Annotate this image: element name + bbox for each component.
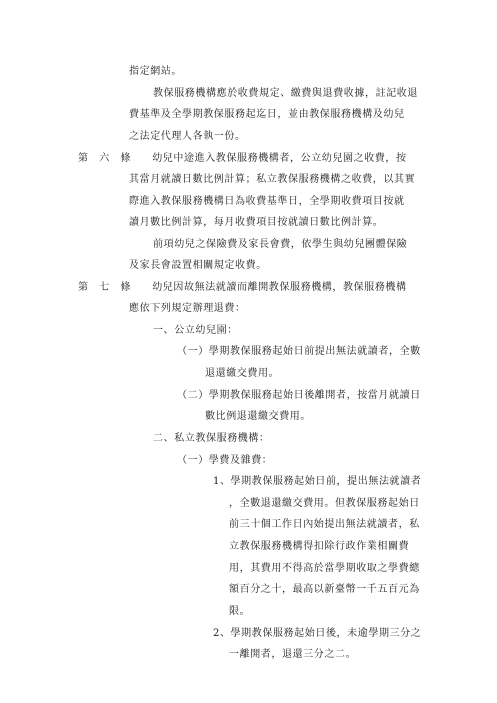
text-line: 限。 bbox=[229, 606, 251, 617]
text-line: （一）學期教保服務起始日前提出無法就讀者，全數 bbox=[177, 346, 421, 357]
text-line: 數比例退還繳交費用。 bbox=[205, 411, 311, 422]
text-line: 退還繳交費用。 bbox=[205, 368, 280, 379]
text-line: 一離開者，退還三分之二。 bbox=[229, 649, 357, 660]
text-line: 2、學期教保服務起始日後，未逾學期三分之 bbox=[213, 628, 422, 639]
section-heading: 一、公立幼兒園： bbox=[153, 325, 238, 336]
text-line: 際進入教保服務機構日為收費基準日，全學期收費項目按就 bbox=[129, 196, 405, 207]
text-line: 指定網站。 bbox=[129, 66, 182, 77]
text-line: 前項幼兒之保險費及家長會費，依學生與幼兒團體保險 bbox=[153, 239, 408, 250]
text-line: ，全數退還繳交費用。但教保服務起始日 bbox=[229, 498, 420, 509]
text-line: （一）學費及雜費： bbox=[177, 455, 273, 466]
text-line: （二）學期教保服務起始日後離開者，按當月就讀日 bbox=[177, 390, 421, 401]
text-line: 及家長會設置相關規定收費。 bbox=[129, 260, 267, 271]
text-line: 用，其費用不得高於當學期收取之學費總 bbox=[229, 563, 420, 574]
text-line: 1、學期教保服務起始日前，提出無法就讀者 bbox=[213, 476, 422, 487]
text-line: 額百分之十，最高以新臺幣一千五百元為 bbox=[229, 584, 420, 595]
text-line: 應依下列規定辦理退費： bbox=[129, 303, 246, 314]
text-line: 教保服務機構應於收費規定、繳費與退費收據，註記收退 bbox=[153, 88, 418, 99]
text-line: 其當月就讀日數比例計算；私立教保服務機構之收費，以其實 bbox=[129, 174, 416, 185]
section-heading: 二、私立教保服務機構： bbox=[153, 433, 270, 444]
text-line: 讀月數比例計算，每月收費項目按就讀日數比例計算。 bbox=[129, 217, 384, 228]
text-line: 立教保服務機構得扣除行政作業相關費 bbox=[229, 541, 410, 552]
text-line: 之法定代理人各執一份。 bbox=[129, 131, 246, 142]
article-heading-line: 第 七 條 幼兒因故無法就讀而離開教保服務機構，教保服務機構 bbox=[78, 282, 407, 293]
text-line: 費基準及全學期教保服務起迄日，並由教保服務機構及幼兒 bbox=[129, 109, 405, 120]
article-heading-line: 第 六 條 幼兒中途進入教保服務機構者，公立幼兒園之收費，按 bbox=[78, 153, 407, 164]
text-line: 前三十個工作日內始提出無法就讀者，私 bbox=[229, 519, 420, 530]
